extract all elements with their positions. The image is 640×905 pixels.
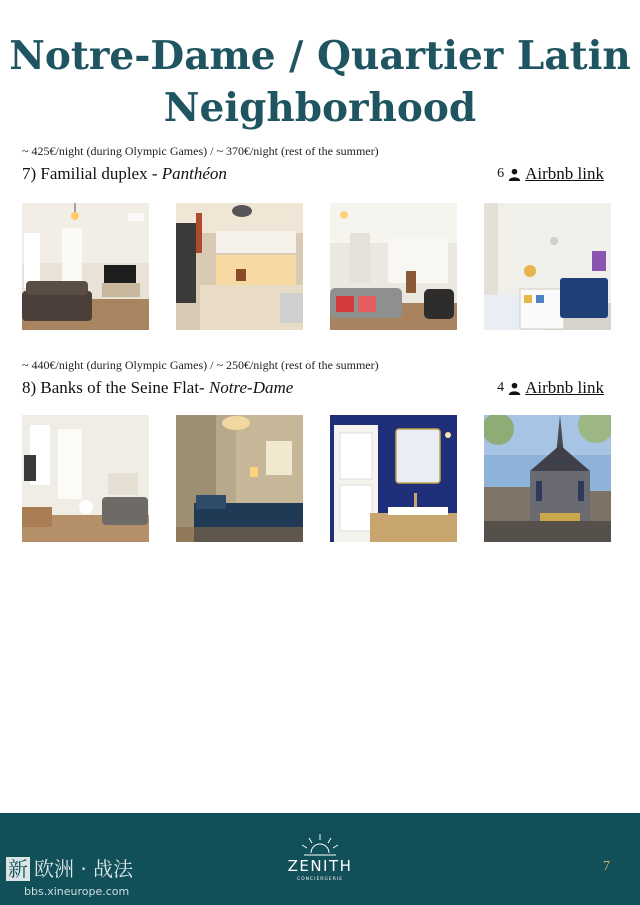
listing-8-photo-bathroom[interactable]: [330, 415, 457, 542]
person-icon: [508, 382, 521, 395]
listing-7-guest-count: 6: [497, 166, 505, 181]
logo-subtitle: CONCIERGERIE: [296, 877, 344, 882]
listing-7-photo-kids-bedroom[interactable]: [484, 203, 611, 330]
listing-7-photo-open-kitchen[interactable]: [330, 203, 457, 330]
listing-7-airbnb-link[interactable]: Airbnb link: [525, 164, 604, 183]
listing-7-price: ~ 425€/night (during Olympic Games) / ~ 370€/night (rest of the summer): [22, 144, 379, 158]
page-title-line-2: Neighborhood: [163, 85, 477, 131]
watermark-title: 欧洲 · 战法: [34, 857, 134, 881]
listing-8-photo-bedroom[interactable]: [176, 415, 303, 542]
listing-7-location: Panthéon: [161, 164, 227, 183]
listing-8-photo-living-room[interactable]: [22, 415, 149, 542]
person-icon: [508, 168, 521, 181]
listing-8-photo-sainte-chapelle[interactable]: [484, 415, 611, 542]
listing-8-photo-gallery: [22, 415, 612, 543]
listing-8-airbnb-link[interactable]: Airbnb link: [525, 378, 604, 397]
listing-7-meta: [497, 164, 604, 184]
watermark: [6, 857, 166, 901]
listing-8-name: 8) Banks of the Seine Flat- Notre-Dame: [22, 378, 294, 397]
listing-8-price: ~ 440€/night (during Olympic Games) / ~ 250€/night (rest of the summer): [22, 358, 379, 372]
listing-7-header: [22, 163, 604, 185]
sun-icon: [302, 834, 338, 855]
watermark-url: bbs.xineurope.com: [24, 885, 130, 898]
listing-8-header: [22, 377, 604, 399]
logo-wordmark: ZENITH: [287, 857, 353, 875]
listing-8-location: Notre-Dame: [208, 378, 294, 397]
listing-8-guest-count: 4: [497, 380, 505, 395]
listing-7-photo-gallery: [22, 203, 612, 331]
zenith-logo: [280, 831, 360, 891]
watermark-glyph: 新: [8, 857, 28, 881]
page-number: 7: [603, 859, 610, 874]
footer-bar: [0, 813, 640, 905]
listing-7-photo-kitchen[interactable]: [176, 203, 303, 330]
listing-8-meta: [497, 378, 604, 398]
page-title-line-1: Notre-Dame / Quartier Latin: [9, 33, 631, 79]
page-title: [0, 30, 640, 134]
listing-7-photo-living-room[interactable]: [22, 203, 149, 330]
listing-7-name: 7) Familial duplex - Panthéon: [22, 164, 227, 183]
